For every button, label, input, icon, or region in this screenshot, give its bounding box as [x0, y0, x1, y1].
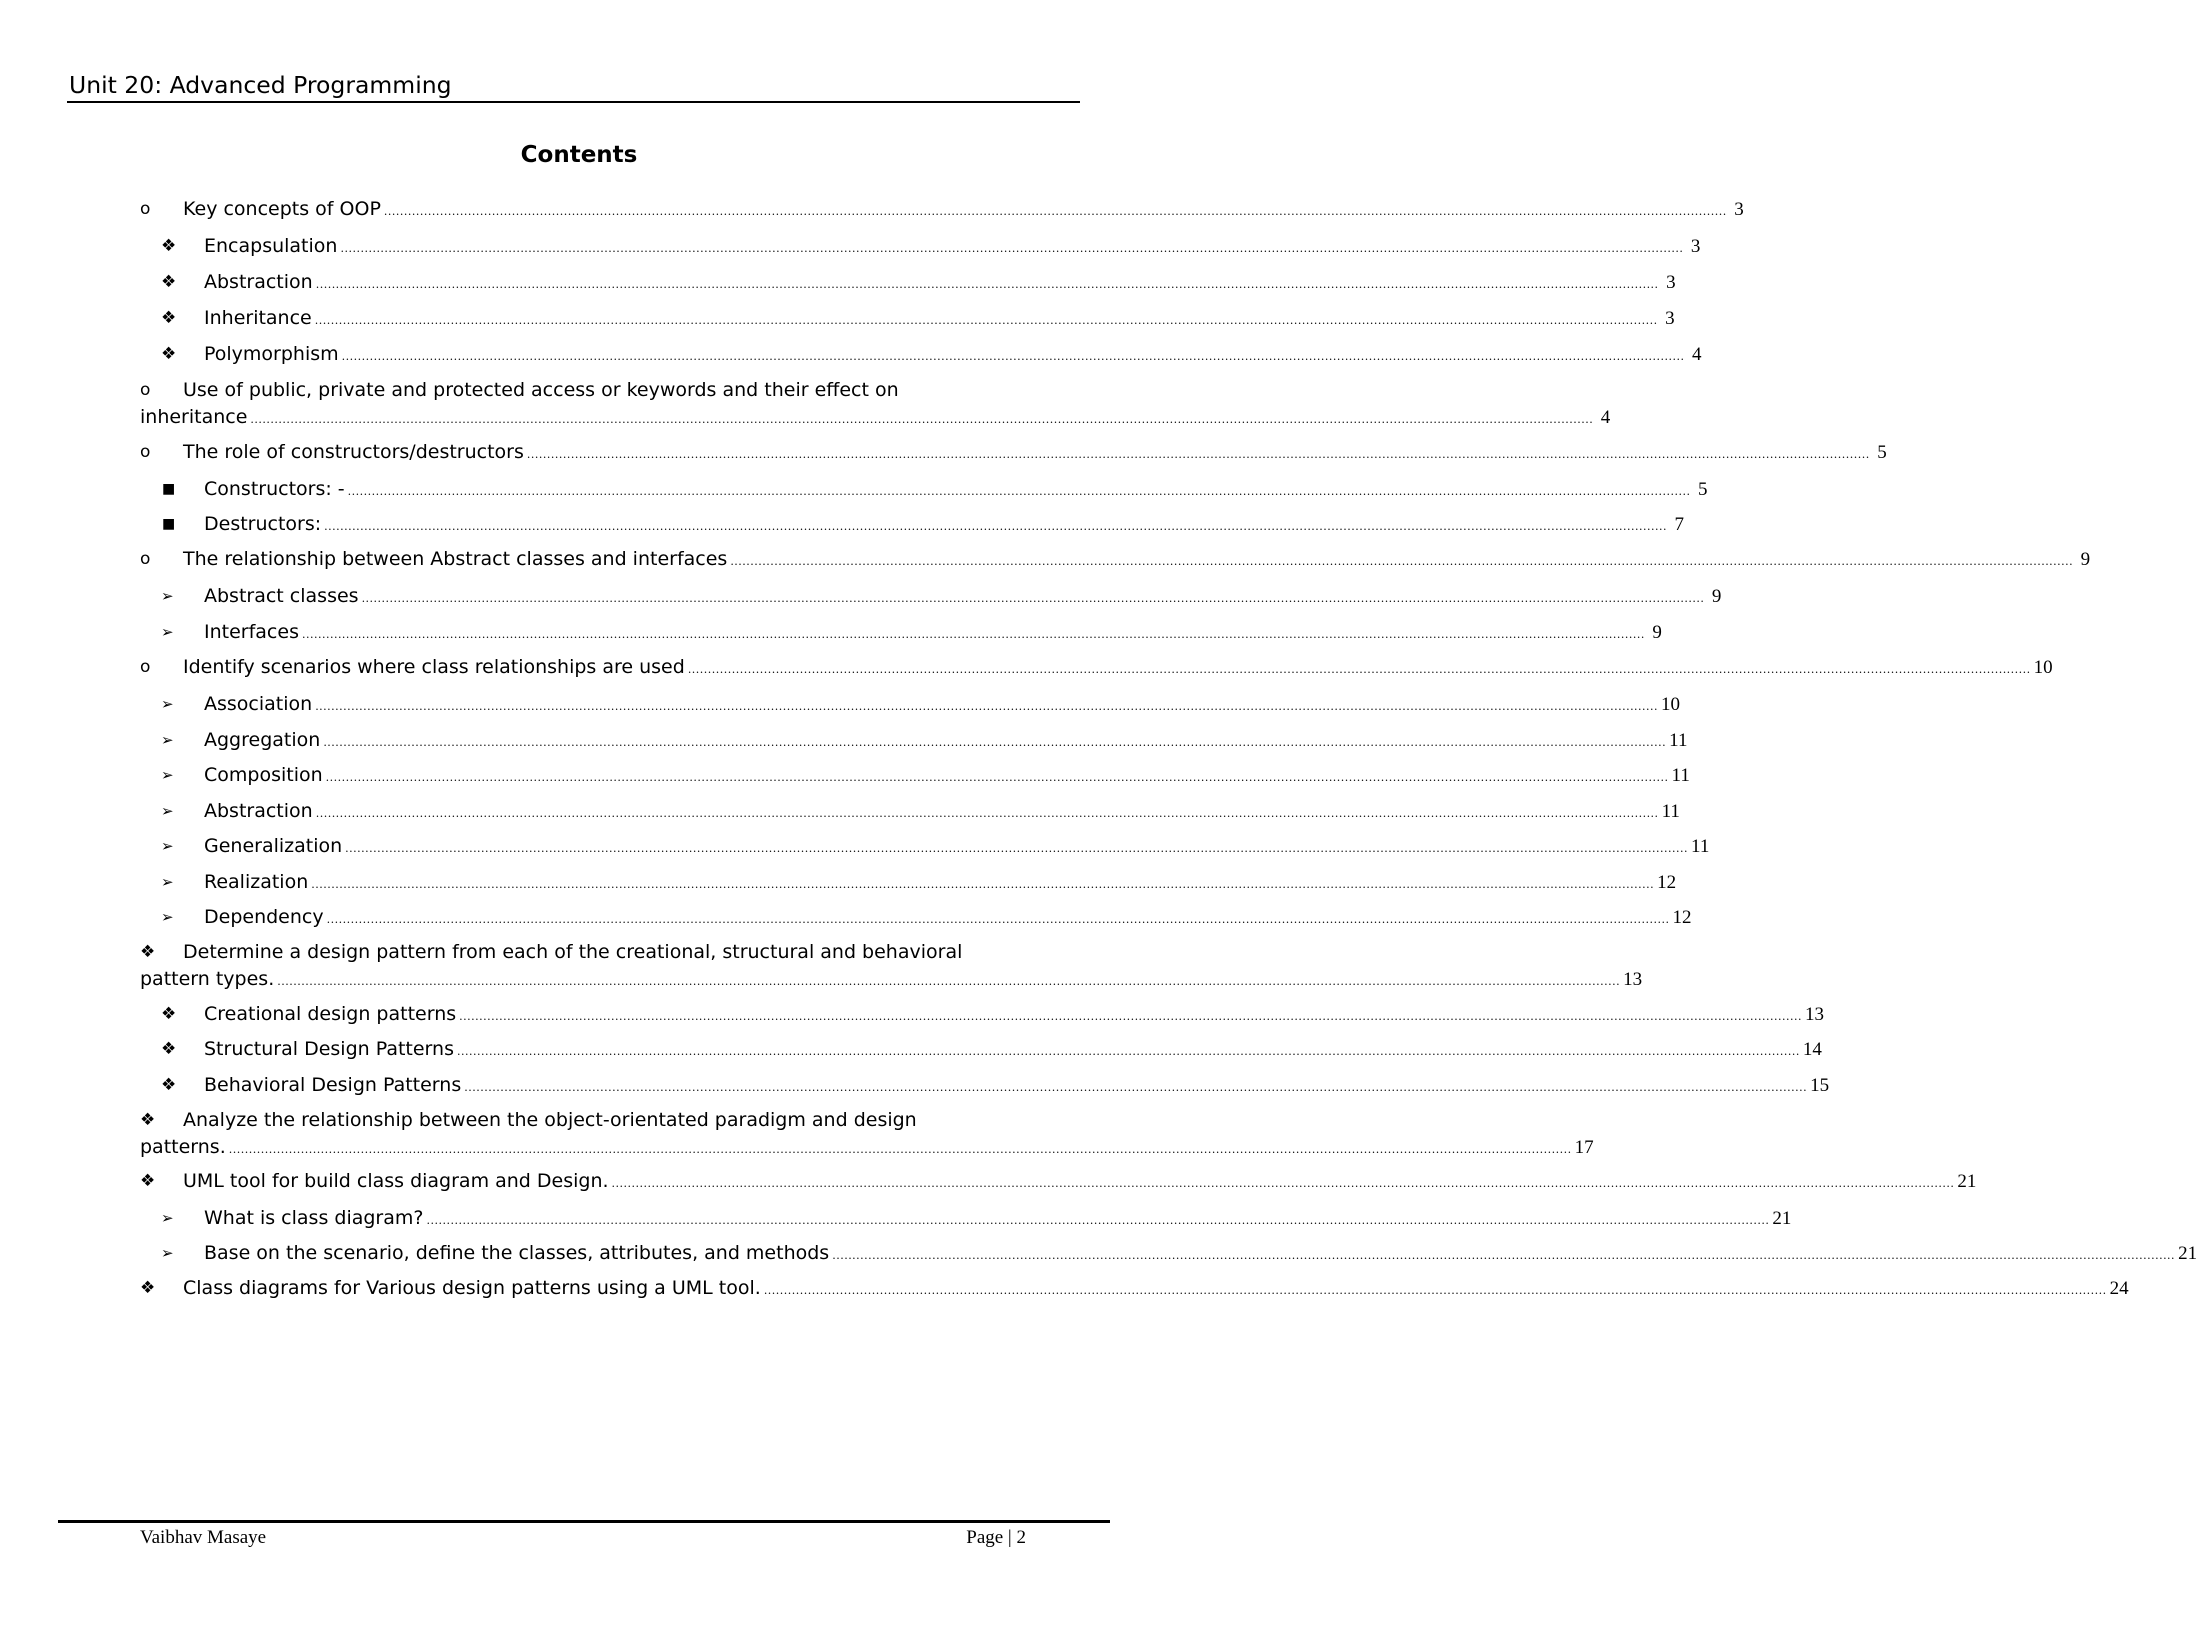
- toc-entry-text: Analyze the relationship between the object-orientated paradigm and design: [183, 1109, 917, 1131]
- dot-leader: ................................................................................................................................................................................................................................................................................................................................................: [763, 1284, 2107, 1297]
- circle-bullet-icon: o: [140, 199, 151, 219]
- dot-leader: ................................................................................................................................................................................................................................................................................................................................................: [345, 842, 1689, 855]
- toc-entry[interactable]: [140, 728, 1688, 752]
- arrow-bullet-icon: ➢: [161, 1209, 174, 1227]
- circle-bullet-icon: o: [140, 380, 151, 400]
- circle-bullet-icon: o: [140, 657, 151, 677]
- toc-page-number: 3: [1734, 199, 1744, 220]
- toc-page-number: 9: [1711, 586, 1722, 607]
- dot-leader: ................................................................................................................................................................................................................................................................................................................................................: [832, 1249, 2176, 1262]
- dot-leader: ................................................................................................................................................................................................................................................................................................................................................: [383, 205, 1727, 218]
- toc-entry[interactable]: [140, 870, 1677, 894]
- toc-page-number: 7: [1674, 514, 1685, 535]
- toc-entry[interactable]: [140, 834, 1710, 858]
- toc-entry[interactable]: [140, 620, 1662, 644]
- toc-entry[interactable]: [140, 1002, 1824, 1026]
- toc-page-number: 14: [1802, 1039, 1822, 1060]
- toc-entry-text: Key concepts of OOP: [183, 198, 381, 220]
- toc-page-number: 3: [1665, 308, 1675, 329]
- arrow-bullet-icon: ➢: [161, 766, 174, 784]
- toc-entry[interactable]: [140, 1037, 1822, 1061]
- circle-bullet-icon: o: [140, 442, 151, 462]
- dot-leader: ................................................................................................................................................................................................................................................................................................................................................: [340, 242, 1684, 255]
- dot-leader: ................................................................................................................................................................................................................................................................................................................................................: [526, 448, 1870, 461]
- diamond-bullet-icon: ❖: [140, 1171, 156, 1191]
- diamond-bullet-icon: ❖: [140, 1110, 156, 1130]
- toc-page-number: 21: [1957, 1171, 1977, 1192]
- toc-page-number: 13: [1623, 969, 1643, 990]
- dot-leader: ................................................................................................................................................................................................................................................................................................................................................: [301, 628, 1645, 641]
- footer-page-number: Page | 2: [966, 1527, 1026, 1548]
- arrow-bullet-icon: ➢: [161, 873, 174, 891]
- dot-leader: ................................................................................................................................................................................................................................................................................................................................................: [277, 975, 1621, 988]
- toc-entry[interactable]: [140, 940, 1643, 991]
- dot-leader: ................................................................................................................................................................................................................................................................................................................................................: [341, 350, 1685, 363]
- dot-leader: ................................................................................................................................................................................................................................................................................................................................................: [314, 314, 1658, 327]
- toc-page-number: 5: [1877, 442, 1887, 463]
- dot-leader: ................................................................................................................................................................................................................................................................................................................................................: [687, 663, 2031, 676]
- toc-page-number: 17: [1574, 1137, 1594, 1158]
- toc-entry[interactable]: [140, 306, 1675, 330]
- toc-entry[interactable]: [140, 763, 1690, 787]
- toc-page-number: 4: [1692, 344, 1702, 365]
- header-title: Unit 20: Advanced Programming: [69, 71, 452, 99]
- toc-entry-text: The relationship between Abstract classes and interfaces: [183, 548, 728, 570]
- toc-entry-text: Realization: [204, 871, 309, 893]
- toc-entry-text: Destructors:: [204, 513, 322, 535]
- toc-entry[interactable]: [140, 234, 1701, 258]
- dot-leader: ................................................................................................................................................................................................................................................................................................................................................: [456, 1045, 1800, 1058]
- diamond-bullet-icon: ❖: [161, 236, 177, 256]
- toc-entry-text: Abstraction: [204, 271, 313, 293]
- toc-entry-text: Base on the scenario, define the classes, attributes, and methods: [204, 1242, 830, 1264]
- contents-title: Contents: [520, 142, 638, 168]
- toc-entry-text: Composition: [204, 764, 323, 786]
- toc-page-number: 10: [2033, 657, 2053, 678]
- toc-page-number: 4: [1600, 407, 1611, 428]
- toc-entry[interactable]: [140, 477, 1708, 501]
- toc-page-number: 11: [1661, 801, 1680, 822]
- toc-page-number: 9: [2080, 549, 2091, 570]
- toc-entry[interactable]: [140, 655, 2053, 679]
- toc-entry-text: Constructors: -: [204, 478, 345, 500]
- toc-entry-text: Class diagrams for Various design patterns using a UML tool.: [183, 1277, 761, 1299]
- dot-leader: ................................................................................................................................................................................................................................................................................................................................................: [464, 1081, 1808, 1094]
- toc-entry[interactable]: [140, 905, 1692, 929]
- toc-entry-text: Determine a design pattern from each of the creational, structural and behavioral: [183, 941, 963, 963]
- toc-entry[interactable]: [140, 692, 1681, 716]
- arrow-bullet-icon: ➢: [161, 731, 174, 749]
- toc-entry[interactable]: [140, 378, 1611, 429]
- arrow-bullet-icon: ➢: [161, 587, 174, 605]
- arrow-bullet-icon: ➢: [161, 802, 174, 820]
- toc-page-number: 5: [1698, 479, 1708, 500]
- toc-entry[interactable]: [140, 197, 1744, 221]
- dot-leader: ................................................................................................................................................................................................................................................................................................................................................: [315, 807, 1659, 820]
- toc-entry-text: What is class diagram?: [204, 1207, 424, 1229]
- diamond-bullet-icon: ❖: [161, 308, 177, 328]
- dot-leader: ................................................................................................................................................................................................................................................................................................................................................: [459, 1010, 1802, 1023]
- toc-page-number: 13: [1805, 1004, 1824, 1025]
- dot-leader: ................................................................................................................................................................................................................................................................................................................................................: [730, 555, 2074, 568]
- toc-entry[interactable]: [140, 440, 1887, 464]
- diamond-bullet-icon: ❖: [140, 1278, 156, 1298]
- square-bullet-icon: ■: [162, 516, 176, 532]
- dot-leader: ................................................................................................................................................................................................................................................................................................................................................: [323, 736, 1667, 749]
- dot-leader: ................................................................................................................................................................................................................................................................................................................................................: [250, 413, 1594, 426]
- diamond-bullet-icon: ❖: [140, 942, 156, 962]
- arrow-bullet-icon: ➢: [161, 908, 174, 926]
- toc-page-number: 15: [1810, 1075, 1830, 1096]
- toc-entry-text: Abstraction: [204, 800, 313, 822]
- toc-entry-text: Behavioral Design Patterns: [204, 1074, 462, 1096]
- toc-page-number: 9: [1652, 622, 1662, 643]
- toc-entry-text: Inheritance: [204, 307, 312, 329]
- toc-page-number: 3: [1690, 236, 1701, 257]
- diamond-bullet-icon: ❖: [161, 344, 177, 364]
- toc-entry-text-continued: pattern types.: [140, 968, 275, 990]
- toc-page-number: 12: [1657, 872, 1677, 893]
- toc-page-number: 21: [1772, 1208, 1792, 1229]
- toc-entry-text: Generalization: [204, 835, 343, 857]
- toc-page-number: 11: [1671, 765, 1690, 786]
- toc-entry[interactable]: [140, 270, 1676, 294]
- dot-leader: ................................................................................................................................................................................................................................................................................................................................................: [315, 700, 1659, 713]
- dot-leader: ................................................................................................................................................................................................................................................................................................................................................: [326, 913, 1670, 926]
- arrow-bullet-icon: ➢: [161, 837, 174, 855]
- toc-page-number: 12: [1672, 907, 1692, 928]
- toc-entry-text: Abstract classes: [204, 585, 359, 607]
- square-bullet-icon: ■: [162, 481, 176, 497]
- toc-entry-text: UML tool for build class diagram and Design.: [183, 1170, 609, 1192]
- circle-bullet-icon: o: [140, 549, 151, 569]
- footer-divider: [58, 1520, 1110, 1523]
- toc-entry-text: Association: [204, 693, 313, 715]
- toc-entry-text: Dependency: [204, 906, 324, 928]
- toc-page-number: 24: [2109, 1278, 2129, 1299]
- dot-leader: ................................................................................................................................................................................................................................................................................................................................................: [426, 1214, 1770, 1227]
- toc-entry-text: Aggregation: [204, 729, 321, 751]
- toc-entry[interactable]: [140, 342, 1702, 366]
- dot-leader: ................................................................................................................................................................................................................................................................................................................................................: [228, 1143, 1572, 1156]
- arrow-bullet-icon: ➢: [161, 695, 174, 713]
- diamond-bullet-icon: ❖: [161, 1039, 177, 1059]
- toc-entry-text: Creational design patterns: [204, 1003, 457, 1025]
- toc-entry[interactable]: [140, 1073, 1830, 1097]
- dot-leader: ................................................................................................................................................................................................................................................................................................................................................: [611, 1177, 1955, 1190]
- dot-leader: ................................................................................................................................................................................................................................................................................................................................................: [347, 485, 1691, 498]
- dot-leader: ................................................................................................................................................................................................................................................................................................................................................: [315, 278, 1659, 291]
- toc-page-number: 3: [1666, 272, 1676, 293]
- toc-entry-text: Use of public, private and protected access or keywords and their effect on: [183, 379, 899, 401]
- toc-entry[interactable]: [140, 1276, 2129, 1300]
- toc-entry-text: The role of constructors/destructors: [183, 441, 524, 463]
- dot-leader: ................................................................................................................................................................................................................................................................................................................................................: [325, 771, 1669, 784]
- toc-entry[interactable]: [140, 1206, 1792, 1230]
- dot-leader: ................................................................................................................................................................................................................................................................................................................................................: [324, 520, 1668, 533]
- toc-page-number: 11: [1669, 730, 1688, 751]
- toc-entry-text: Identify scenarios where class relationships are used: [183, 656, 685, 678]
- arrow-bullet-icon: ➢: [161, 1244, 174, 1262]
- toc-entry[interactable]: [140, 1108, 1594, 1159]
- toc-entry[interactable]: [140, 512, 1685, 536]
- footer-author: Vaibhav Masaye: [140, 1527, 267, 1548]
- toc-entry-text: Encapsulation: [204, 235, 338, 257]
- toc-entry[interactable]: [140, 1241, 2197, 1265]
- toc-page-number: 21: [2178, 1243, 2197, 1264]
- toc-entry-text: Structural Design Patterns: [204, 1038, 454, 1060]
- toc-entry-text: Polymorphism: [204, 343, 339, 365]
- diamond-bullet-icon: ❖: [161, 272, 177, 292]
- toc-page-number: 10: [1661, 694, 1681, 715]
- toc-entry-text-continued: patterns.: [140, 1136, 226, 1158]
- toc-page-number: 11: [1691, 836, 1710, 857]
- dot-leader: ................................................................................................................................................................................................................................................................................................................................................: [361, 592, 1705, 605]
- toc-entry[interactable]: [140, 1169, 1977, 1193]
- diamond-bullet-icon: ❖: [161, 1075, 177, 1095]
- arrow-bullet-icon: ➢: [161, 623, 174, 641]
- toc-entry[interactable]: [140, 584, 1722, 608]
- table-of-contents: [140, 0, 2197, 1400]
- toc-entry[interactable]: [140, 799, 1680, 823]
- toc-entry[interactable]: [140, 547, 2091, 571]
- toc-entry-text: Interfaces: [204, 621, 299, 643]
- toc-entry-text-continued: inheritance: [140, 406, 248, 428]
- dot-leader: ................................................................................................................................................................................................................................................................................................................................................: [311, 878, 1655, 891]
- diamond-bullet-icon: ❖: [161, 1004, 177, 1024]
